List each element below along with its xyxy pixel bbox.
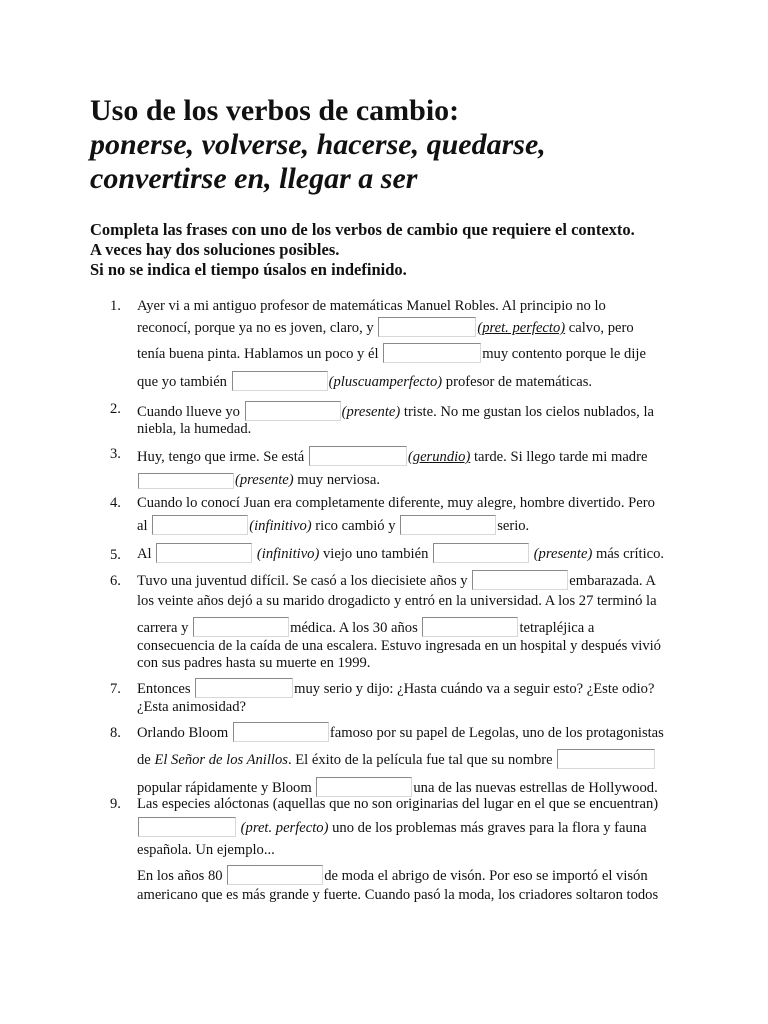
answer-field[interactable] — [400, 515, 496, 535]
item-text-line: los veinte años dejó a su marido drogadicto y entró en la universidad. A los 27 terminó la — [137, 593, 657, 609]
tense-hint: (infinitivo) — [256, 546, 320, 562]
item-text-line: Cuando llueve yo (presente) triste. No me gustan los cielos nublados, la — [137, 401, 654, 421]
item-text-line: tenía buena pinta. Hablamos un poco y él muy contento porque le dije — [137, 343, 646, 363]
item-number: 8. — [110, 725, 121, 741]
item-text-line: Entonces muy serio y dijo: ¿Hasta cuándo va a seguir esto? ¿Este odio? — [137, 678, 654, 698]
title-line-3: convertirse en, llegar a ser — [90, 162, 418, 195]
answer-field[interactable] — [138, 473, 234, 489]
answer-field[interactable] — [193, 617, 289, 637]
answer-field[interactable] — [309, 446, 407, 466]
tense-hint: (pluscuamperfecto) — [328, 374, 443, 390]
item-number: 3. — [110, 446, 121, 462]
answer-field[interactable] — [245, 401, 341, 421]
answer-field[interactable] — [138, 817, 236, 837]
item-text-line: Ayer vi a mi antiguo profesor de matemáticas Manuel Robles. Al principio no lo — [137, 298, 606, 314]
item-text-line: En los años 80 de moda el abrigo de visón. Por eso se importó el visón — [137, 865, 648, 885]
tense-hint: (infinitivo) — [249, 518, 312, 534]
item-text-line: al (infinitivo) rico cambió y serio. — [137, 515, 529, 535]
item-text-line: que yo también (pluscuamperfecto) profesor de matemáticas. — [137, 371, 592, 391]
item-number: 9. — [110, 796, 121, 812]
answer-field[interactable] — [433, 543, 529, 563]
item-text-line: (pret. perfecto) uno de los problemas más graves para la flora y fauna — [137, 817, 647, 837]
item-text-line: Orlando Bloom famoso por su papel de Legolas, uno de los protagonistas — [137, 722, 664, 742]
answer-field[interactable] — [472, 570, 568, 590]
item-text-line: ¿Esta animosidad? — [137, 699, 247, 715]
item-number: 4. — [110, 495, 121, 511]
item-text-line: americano que es más grande y fuerte. Cuando pasó la moda, los criadores soltaron todos — [137, 887, 659, 903]
item-number: 7. — [110, 681, 121, 697]
answer-field[interactable] — [422, 617, 518, 637]
answer-field[interactable] — [378, 317, 476, 337]
item-text-line: española. Un ejemplo... — [137, 842, 275, 858]
item-text-line: niebla, la humedad. — [137, 421, 252, 437]
answer-field[interactable] — [232, 371, 328, 391]
tense-hint: (presente) — [533, 546, 593, 562]
answer-field[interactable] — [383, 343, 481, 363]
answer-field[interactable] — [316, 777, 412, 797]
answer-field[interactable] — [227, 865, 323, 885]
instruction-line-3: Si no se indica el tiempo úsalos en indefinido. — [90, 260, 407, 279]
item-text-line: Tuvo una juventud difícil. Se casó a los diecisiete años y embarazada. A — [137, 570, 656, 590]
item-text-line: con sus padres hasta su muerte en 1999. — [137, 655, 371, 671]
tense-hint: (presente) — [235, 472, 294, 488]
tense-hint: (presente) — [341, 404, 401, 420]
answer-field[interactable] — [233, 722, 329, 742]
item-text-line: Huy, tengo que irme. Se está (gerundio) tarde. Si llego tarde mi madre — [137, 446, 647, 466]
item-text-line: popular rápidamente y Bloom una de las nuevas estrellas de Hollywood. — [137, 777, 658, 797]
item-text-line: Cuando lo conocí Juan era completamente diferente, muy alegre, hombre divertido. Pero — [137, 495, 655, 511]
page-title — [90, 94, 730, 196]
answer-field[interactable] — [152, 515, 248, 535]
item-number: 1. — [110, 298, 121, 314]
item-number: 2. — [110, 401, 121, 417]
item-text-line: (presente) muy nerviosa. — [137, 472, 380, 489]
title-line-2: ponerse, volverse, hacerse, quedarse, — [90, 128, 546, 161]
instruction-line-2: A veces hay dos soluciones posibles. — [90, 240, 340, 259]
answer-field[interactable] — [557, 749, 655, 769]
item-text-line: Al (infinitivo) viejo uno también (presente) más crítico. — [137, 543, 664, 563]
item-text-line: reconocí, porque ya no es joven, claro, y (pret. perfecto) calvo, pero — [137, 317, 634, 337]
book-title: El Señor de los Anillos — [154, 752, 288, 768]
answer-field[interactable] — [156, 543, 252, 563]
item-number: 6. — [110, 573, 121, 589]
tense-hint: (pret. perfecto) — [477, 320, 566, 336]
item-text-line: de El Señor de los Anillos. El éxito de la película fue tal que su nombre — [137, 749, 656, 769]
item-text-line: consecuencia de la caída de una escalera. Estuvo ingresada en un hospital y después vivió — [137, 638, 661, 654]
item-text-line: carrera y médica. A los 30 años tetrapléjica a — [137, 617, 594, 637]
instructions — [90, 220, 730, 280]
title-line-1: Uso de los verbos de cambio: — [90, 94, 460, 127]
answer-field[interactable] — [195, 678, 293, 698]
tense-hint: (pret. perfecto) — [240, 820, 329, 836]
item-text-line: Las especies alóctonas (aquellas que no son originarias del lugar en el que se encuentran) — [137, 796, 659, 812]
instruction-line-1: Completa las frases con uno de los verbos de cambio que requiere el contexto. — [90, 220, 635, 239]
tense-hint: (gerundio) — [407, 449, 471, 465]
item-number: 5. — [110, 547, 121, 563]
